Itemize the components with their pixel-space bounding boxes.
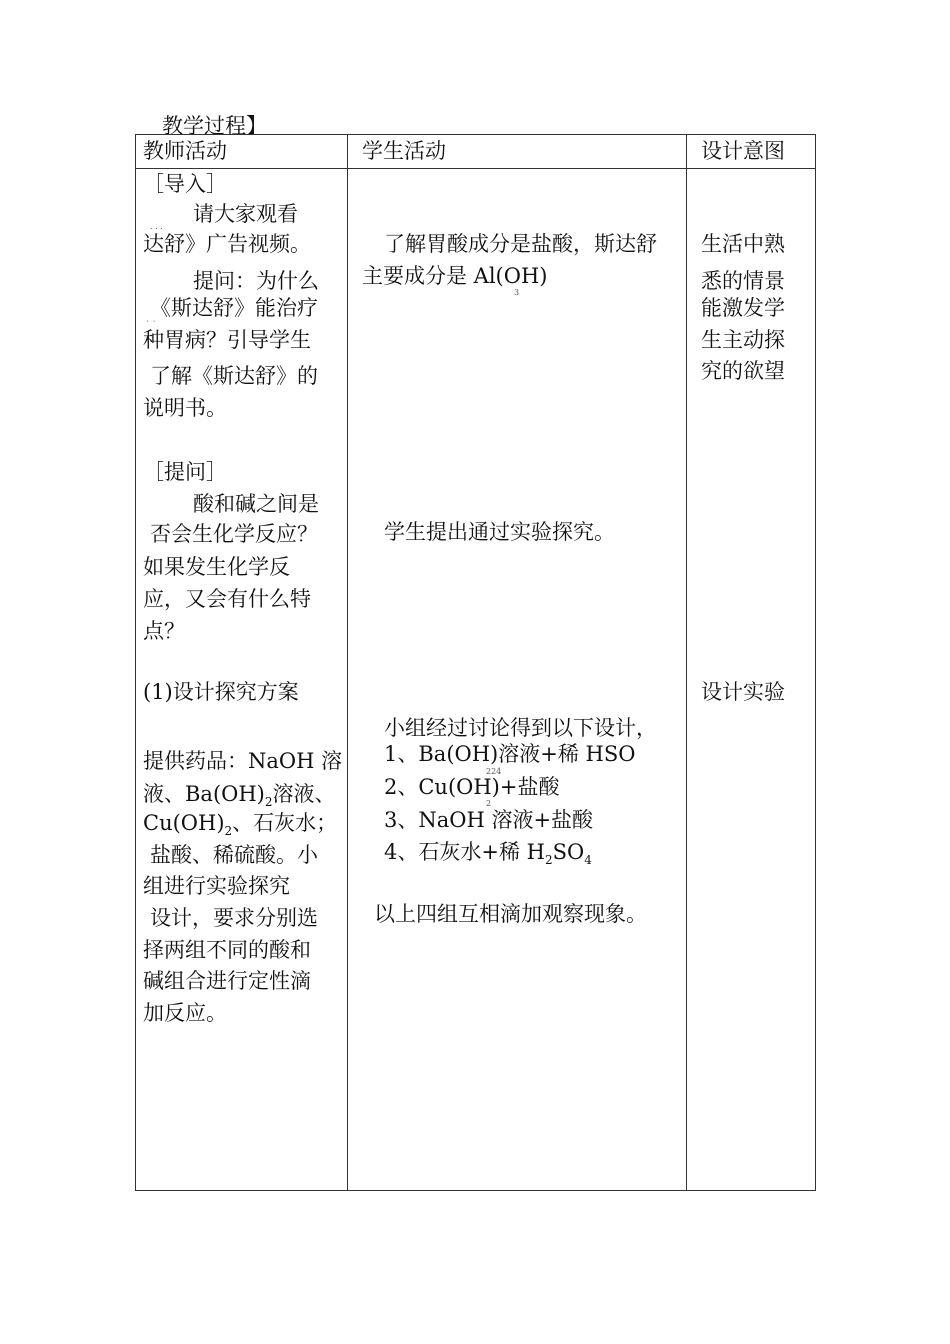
teacher-text: 酸和碱之间是	[193, 492, 319, 516]
teacher-text: 了解《斯达舒》的	[150, 364, 318, 388]
student-text: 主要成分是 Al(OH)	[362, 264, 548, 288]
teacher-text: 种胃病？引导学生	[143, 328, 311, 352]
teacher-text: 加反应。	[143, 1001, 227, 1025]
teacher-text: $Cu(OH)_2$、石灰水；	[143, 811, 338, 839]
student-text: 了解胃酸成分是盐酸，斯达舒	[384, 232, 657, 256]
intent-text: 究的欲望	[701, 359, 785, 383]
intent-text: 能激发学	[701, 296, 785, 320]
student-text: 以上四组互相滴加观察现象。	[374, 902, 647, 926]
teacher-text: 组进行实验探究	[143, 874, 290, 898]
teacher-text: 《斯达舒》能治疗	[150, 296, 318, 320]
teacher-text: 择两组不同的酸和	[143, 938, 311, 962]
teacher-text: 盐酸、稀硫酸。小	[150, 843, 318, 867]
teacher-text: 液、$Ba(OH)_2$溶液、	[143, 782, 336, 810]
student-subscript: 3	[514, 288, 520, 297]
teacher-text: 提供药品：NaOH 溶	[143, 749, 343, 773]
scan-mark: . . .	[150, 222, 163, 231]
teacher-text: 应，又会有什么特	[143, 587, 311, 611]
student-design-item: 2、Cu(OH)+盐酸	[384, 775, 560, 799]
column-divider	[686, 135, 687, 1190]
teacher-text: 提问：为什么	[193, 269, 319, 293]
teacher-text: 说明书。	[143, 396, 227, 420]
header-divider	[136, 168, 815, 169]
teacher-text: 如果发生化学反	[143, 555, 290, 579]
section-title: 教学过程】	[162, 114, 267, 138]
column-divider	[347, 135, 348, 1190]
teacher-text: 点？	[143, 619, 185, 643]
intent-text: 生主动探	[701, 328, 785, 352]
header-intent: 设计意图	[701, 139, 785, 163]
teacher-text: 碱组合进行定性滴	[143, 969, 311, 993]
teacher-text: 请大家观看	[193, 202, 298, 226]
student-text: 学生提出通过实验探究。	[384, 520, 615, 544]
header-teacher: 教师活动	[143, 139, 227, 163]
intent-text: 设计实验	[701, 680, 785, 704]
teacher-text: 否会生化学反应？	[150, 522, 318, 546]
teacher-text: 达舒》广告视频。	[143, 232, 311, 256]
student-subscript: 224	[486, 767, 502, 776]
intent-text: 悉的情景	[701, 269, 785, 293]
student-text: 小组经过讨论得到以下设计，	[384, 716, 657, 740]
scan-mark: ` `	[146, 320, 157, 329]
teacher-design-heading: (1)设计探究方案	[143, 680, 299, 704]
student-subscript: 2	[486, 799, 492, 808]
student-design-item: 4、石灰水+稀 $H_2SO_4$	[384, 840, 592, 868]
teacher-question-heading: ［提问］	[143, 460, 227, 484]
teacher-intro-heading: ［导入］	[143, 172, 227, 196]
header-student: 学生活动	[362, 139, 446, 163]
intent-text: 生活中熟	[701, 232, 785, 256]
student-design-item: 3、NaOH 溶液+盐酸	[384, 808, 594, 832]
teacher-text: 设计，要求分别选	[150, 906, 318, 930]
student-design-item: 1、Ba(OH)溶液+稀 HSO	[384, 742, 636, 766]
